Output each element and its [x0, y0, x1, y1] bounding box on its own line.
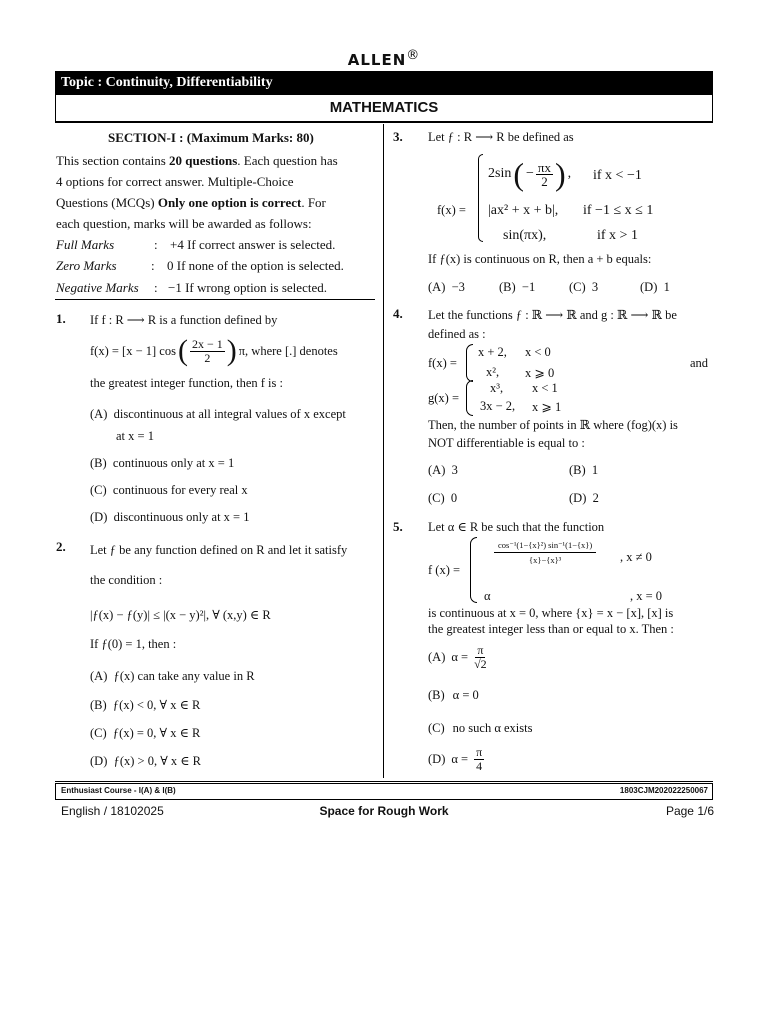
q5-fraction: [494, 538, 596, 567]
fraction-denominator: {x}−{x}³: [529, 555, 562, 565]
section-intro-1: This section contains 20 questions. Each question has: [56, 153, 338, 168]
marks-label-zero: Zero Marks: [56, 258, 117, 273]
q2-given: If ƒ(0) = 1, then :: [90, 637, 177, 651]
section-title: SECTION-I : (Maximum Marks: 80): [108, 130, 314, 145]
option-d: (D) 2: [569, 491, 599, 505]
q2-condition: |ƒ(x) − ƒ(y)| ≤ |(x − y)²|, ∀ (x,y) ∈ R: [90, 608, 271, 622]
option-d: (D) ƒ(x) > 0, ∀ x ∈ R: [90, 754, 201, 768]
option-b: (B) α = 0: [428, 688, 479, 702]
brand-logo: ALLEN®: [347, 48, 421, 69]
q3-case2: |ax² + x + b|,: [488, 203, 559, 218]
marks-text-full: +4 If correct answer is selected.: [170, 237, 336, 252]
question-number: 1.: [56, 311, 66, 326]
q3-case1: 2sin ( − $\frac{\pi x}{2}$ ) ,: [488, 156, 572, 192]
q4-f-case2: x²,: [486, 365, 500, 379]
option-a: (A) −3: [428, 280, 465, 294]
q3-fx: f(x) =: [437, 203, 466, 217]
option-c: (C) no such α exists: [428, 721, 533, 735]
q5-case1-condition: , x ≠ 0: [620, 550, 652, 564]
q3-case1-condition: if x < −1: [593, 168, 642, 183]
section-divider: [55, 299, 375, 300]
q4-f-case1-condition: x < 0: [525, 345, 551, 359]
q5-line3: the greatest integer less than or equal to x. Then :: [428, 622, 674, 636]
fraction-denominator: 2: [204, 350, 211, 365]
piecewise-brace: [470, 537, 477, 603]
option-a: (A) α = $\frac{\pi}{√2}$: [428, 643, 487, 671]
q5-line1: Let α ∈ R be such that the function: [428, 520, 605, 534]
q4-f-case2-condition: x ⩾ 0: [525, 366, 555, 380]
q3-question: If ƒ(x) is continuous on R, then a + b equals:: [428, 252, 652, 266]
course-name: Enthusiast Course - I(A) & I(B): [61, 786, 176, 795]
option-a: (A) discontinuous at all integral values of x except: [90, 407, 346, 421]
option-b: (B) continuous only at x = 1: [90, 456, 235, 470]
q5-case2-condition: , x = 0: [630, 589, 663, 603]
language-date: English / 18102025: [61, 804, 164, 818]
q4-line4: NOT differentiable is equal to :: [428, 436, 585, 450]
option-a-cont: at x = 1: [116, 429, 154, 443]
section-intro-3: Questions (MCQs) Only one option is correct. For: [56, 195, 326, 210]
rough-work-label: Space for Rough Work: [319, 804, 449, 818]
option-b: (B) 1: [569, 463, 599, 477]
section-intro-2: 4 options for correct answer. Multiple-Choice: [56, 174, 294, 189]
page-number: Page 1/6: [665, 804, 714, 818]
bottom-rule: [55, 781, 713, 782]
marks-colon: :: [151, 258, 155, 273]
piecewise-brace: [478, 154, 483, 242]
q3-case2-condition: if −1 ≤ x ≤ 1: [583, 203, 654, 218]
q5-alpha: α: [484, 589, 491, 603]
marks-label-full: Full Marks: [56, 237, 115, 252]
marks-text-negative: −1 If wrong option is selected.: [168, 280, 327, 295]
option-a: (A) 3: [428, 463, 458, 477]
paper-code: 1803CJM202022250067: [619, 786, 708, 795]
q1-line1: If f : R ⟶ R is a function defined by: [90, 313, 278, 327]
question-number: 2.: [56, 539, 66, 554]
q4-g-case1: x³,: [490, 381, 504, 395]
option-a: (A) ƒ(x) can take any value in R: [90, 669, 255, 683]
q3-case3-condition: if x > 1: [597, 228, 638, 243]
q4-gx: g(x) =: [428, 391, 459, 405]
option-d: (D) α = $\frac{\pi}{4}$: [428, 745, 483, 773]
q4-f-case1: x + 2,: [478, 345, 507, 359]
option-d: (D) discontinuous only at x = 1: [90, 510, 250, 524]
option-d: (D) 1: [640, 280, 670, 294]
option-c: (C) ƒ(x) = 0, ∀ x ∈ R: [90, 726, 201, 740]
question-number: 5.: [393, 519, 403, 534]
q1-line3: the greatest integer function, then f is :: [90, 376, 283, 390]
q4-line2: defined as :: [428, 327, 486, 341]
q2-line2: the condition :: [90, 573, 163, 587]
section-intro-4: each question, marks will be awarded as follows:: [56, 216, 312, 231]
option-c: (C) 0: [428, 491, 458, 505]
marks-text-zero: 0 If none of the option is selected.: [167, 258, 344, 273]
option-c: (C) 3: [569, 280, 599, 294]
q5-line2: is continuous at x = 0, where {x} = x − [x], [x] is: [428, 606, 674, 620]
marks-label-negative: Negative Marks: [56, 280, 139, 295]
fraction-numerator: cos⁻¹(1−{x}²) sin⁻¹(1−{x}): [494, 538, 596, 553]
subject-title: MATHEMATICS: [329, 99, 439, 116]
q4-g-case1-condition: x < 1: [532, 381, 558, 395]
piecewise-brace: [466, 380, 473, 416]
piecewise-brace: [466, 344, 473, 382]
q5-fx: f (x) =: [428, 563, 461, 577]
q4-g-case2: 3x − 2,: [480, 399, 516, 413]
q4-g-case2-condition: x ⩾ 1: [532, 400, 562, 414]
option-b: (B) −1: [499, 280, 536, 294]
q4-line1: Let the functions ƒ : ℝ ⟶ ℝ and g : ℝ ⟶ ℝ be: [428, 308, 677, 322]
q4-fx: f(x) =: [428, 356, 457, 370]
topic-title: Topic : Continuity, Differentiability: [61, 75, 273, 90]
q2-line1: Let ƒ be any function defined on R and let it satisfy: [90, 543, 348, 557]
column-divider: [383, 124, 384, 778]
q3-case3: sin(πx),: [503, 228, 547, 243]
question-number: 3.: [393, 129, 403, 144]
fraction-numerator: 2x − 1: [191, 336, 223, 351]
q1-formula: f(x) = [x − 1] cos ( $\frac{2x - 1}{2}$ ) π, where [.] denotes: [90, 334, 338, 367]
q3-line1: Let ƒ : R ⟶ R be defined as: [428, 130, 574, 144]
q4-and: and: [690, 356, 709, 370]
q4-line3: Then, the number of points in ℝ where (fog)(x) is: [428, 418, 678, 432]
option-b: (B) ƒ(x) < 0, ∀ x ∈ R: [90, 698, 201, 712]
marks-colon: :: [154, 280, 158, 295]
question-number: 4.: [393, 306, 403, 321]
option-c: (C) continuous for every real x: [90, 483, 248, 497]
marks-colon: :: [154, 237, 158, 252]
